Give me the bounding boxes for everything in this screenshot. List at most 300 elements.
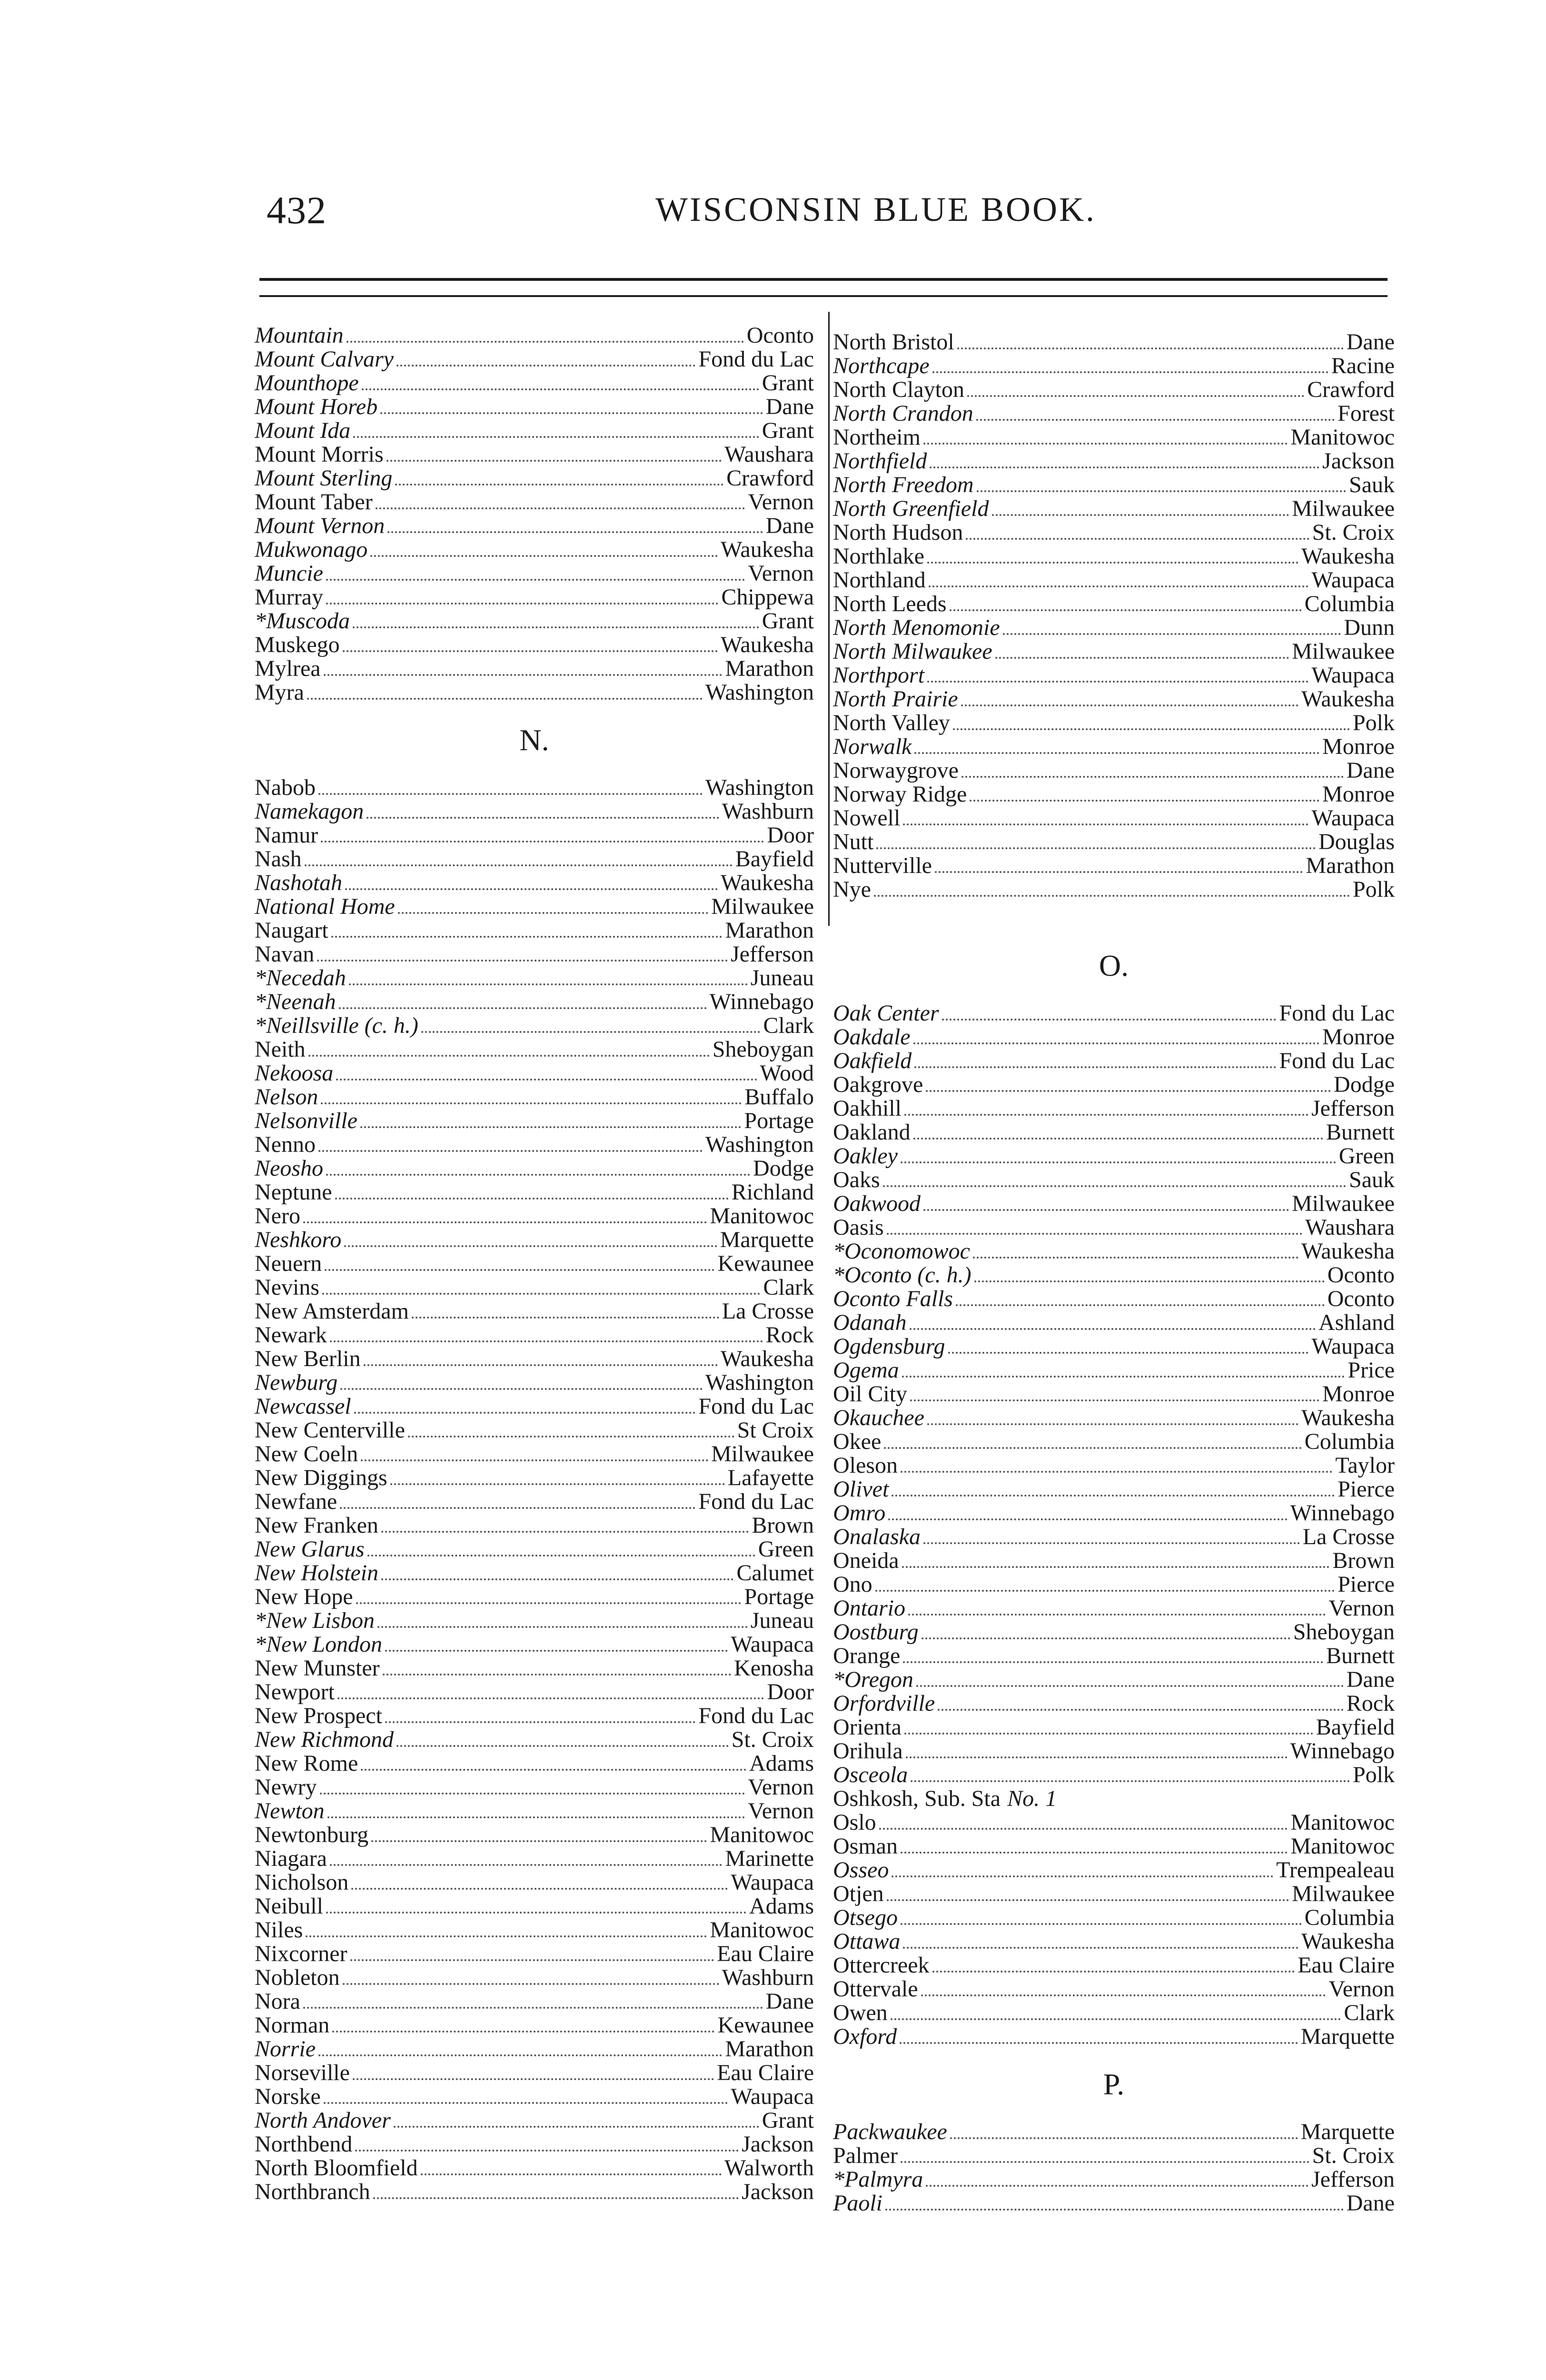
entry-county: Grant <box>762 418 814 443</box>
entry-name: Mukwonago <box>255 537 368 562</box>
gazetteer-entry <box>255 443 814 466</box>
leader-dots <box>875 1590 1335 1592</box>
entry-name: Northland <box>833 567 926 593</box>
gazetteer-entry <box>255 1847 814 1871</box>
gazetteer-entry <box>255 1966 814 1990</box>
entry-name: Newark <box>255 1322 327 1348</box>
entry-name: Ono <box>833 1572 872 1597</box>
entry-county: Manitowoc <box>710 1822 814 1847</box>
gazetteer-entry <box>255 895 814 919</box>
leader-dots <box>901 1161 1336 1163</box>
entry-name: New Glarus <box>255 1537 365 1562</box>
gazetteer-entry <box>255 942 814 966</box>
entry-name: *Necedah <box>255 965 346 991</box>
entry-name: *Oregon <box>833 1667 913 1692</box>
entry-county: Lafayette <box>727 1465 814 1490</box>
entry-county: Sheboygan <box>1293 1619 1395 1645</box>
entry-county: Fond du Lac <box>1279 1001 1395 1026</box>
leader-dots <box>935 871 1303 873</box>
entry-name: North Leeds <box>833 591 947 616</box>
gazetteer-entry <box>833 521 1395 545</box>
gazetteer-entry <box>255 2132 814 2156</box>
entry-county: Bayfield <box>1316 1715 1395 1740</box>
leader-dots <box>923 443 1288 445</box>
entry-county: Milwaukee <box>1292 639 1395 664</box>
leader-dots <box>353 2078 714 2080</box>
entry-name: Nixcorner <box>255 1941 347 1966</box>
leader-dots <box>902 1376 1345 1378</box>
entry-county: St. Croix <box>1312 2143 1395 2168</box>
entry-name: Oakhill <box>833 1096 902 1121</box>
o-entries-list-b <box>833 1811 1395 2049</box>
gazetteer-entry <box>255 395 814 419</box>
entry-county: Waukesha <box>720 632 814 657</box>
entry-name: Mount Vernon <box>255 513 385 538</box>
entry-name: Orienta <box>833 1715 902 1740</box>
entry-county: Washington <box>705 1132 814 1157</box>
gazetteer-entry <box>833 1382 1395 1406</box>
entry-county: Oconto <box>1327 1262 1395 1288</box>
leader-dots <box>385 1721 695 1723</box>
entry-name: Odanah <box>833 1310 907 1335</box>
entry-county: Marathon <box>1306 853 1395 878</box>
gazetteer-entry <box>255 1133 814 1157</box>
entry-name: Myra <box>255 680 304 705</box>
gazetteer-entry <box>255 1871 814 1894</box>
gazetteer-entry <box>833 1573 1395 1597</box>
entry-name: Northbranch <box>255 2179 370 2204</box>
gazetteer-entry <box>255 2156 814 2180</box>
leader-dots <box>930 466 1319 468</box>
leader-dots <box>421 1031 760 1033</box>
gazetteer-entry <box>833 330 1395 354</box>
leader-dots <box>361 1769 746 1771</box>
gazetteer-entry <box>255 1061 814 1085</box>
entry-name: Nobleton <box>255 1965 340 1990</box>
gazetteer-entry <box>255 1514 814 1537</box>
entry-name: Mount Taber <box>255 489 373 515</box>
gazetteer-entry <box>833 1668 1395 1692</box>
gazetteer-entry <box>833 354 1395 378</box>
gazetteer-entry <box>833 687 1395 711</box>
entry-county: Portage <box>744 1584 814 1609</box>
leader-dots <box>345 888 718 890</box>
entry-name: Newport <box>255 1679 335 1705</box>
gazetteer-entry <box>255 1775 814 1799</box>
left-column <box>255 324 814 2204</box>
entry-name: Mount Calvary <box>255 347 394 372</box>
entry-name: Okee <box>833 1429 882 1454</box>
gazetteer-entry <box>255 1537 814 1561</box>
leader-dots <box>950 2137 1298 2139</box>
gazetteer-entry <box>255 1395 814 1418</box>
leader-dots <box>326 603 718 605</box>
running-title: WISCONSIN BLUE BOOK. <box>655 190 1096 228</box>
entry-county: Manitowoc <box>1290 1810 1395 1835</box>
entry-county: Marathon <box>725 2036 814 2062</box>
entry-name: Onalaska <box>833 1524 921 1549</box>
leader-dots <box>332 2031 714 2033</box>
entry-county: Racine <box>1331 353 1395 378</box>
entry-name: Norway Ridge <box>833 782 967 807</box>
gazetteer-entry <box>255 609 814 633</box>
leader-dots <box>995 657 1289 659</box>
entry-county: Marathon <box>725 656 814 681</box>
leader-dots <box>903 823 1308 825</box>
leader-dots <box>901 1471 1332 1473</box>
entry-name: Oakfield <box>833 1048 912 1073</box>
gazetteer-entry <box>255 1704 814 1728</box>
gazetteer-entry <box>255 2085 814 2109</box>
leader-dots <box>383 1674 731 1676</box>
entry-county: Monroe <box>1322 782 1395 807</box>
leader-dots <box>303 1221 707 1223</box>
entry-county: Milwaukee <box>1292 1881 1395 1906</box>
gazetteer-entry <box>833 1858 1395 1882</box>
entry-name: *Oconomowoc <box>833 1239 970 1264</box>
leader-dots <box>973 1257 1298 1259</box>
entry-name: Nash <box>255 846 302 872</box>
entry-county: Manitowoc <box>710 1203 814 1229</box>
entry-name: Orihula <box>833 1738 903 1764</box>
leader-dots <box>354 1412 696 1414</box>
entry-name: Orange <box>833 1643 901 1668</box>
gazetteer-entry <box>255 1276 814 1299</box>
gazetteer-entry <box>833 2168 1395 2192</box>
leader-dots <box>337 1697 764 1699</box>
entry-county: Dodge <box>1334 1072 1395 1097</box>
leader-dots <box>950 609 1302 611</box>
entry-name: North Greenfield <box>833 496 989 521</box>
leader-dots <box>906 1756 1288 1758</box>
entry-name: Nabob <box>255 775 316 800</box>
gazetteer-entry <box>255 1418 814 1442</box>
entry-county: Waukesha <box>720 1346 814 1371</box>
leader-dots <box>887 1899 1289 1901</box>
leader-dots <box>904 1114 1308 1116</box>
entry-county: Marquette <box>720 1227 814 1252</box>
entry-name: New Amsterdam <box>255 1299 409 1324</box>
leader-dots <box>377 1626 748 1628</box>
leader-dots <box>321 841 764 843</box>
entry-name: Oaks <box>833 1167 880 1192</box>
entry-name: New Richmond <box>255 1727 394 1752</box>
gazetteer-entry <box>833 497 1395 521</box>
leader-dots <box>307 698 703 700</box>
gazetteer-entry <box>833 1930 1395 1954</box>
leader-dots <box>903 1661 1323 1663</box>
gazetteer-entry <box>833 473 1395 497</box>
entry-name: *Neenah <box>255 989 336 1014</box>
section-heading-o: O. <box>1099 949 1129 982</box>
gazetteer-entry <box>833 2144 1395 2168</box>
leader-dots <box>349 983 748 985</box>
gazetteer-entry <box>833 1454 1395 1478</box>
entry-name: North Crandon <box>833 401 973 426</box>
gazetteer-entry <box>255 490 814 514</box>
gazetteer-entry <box>255 371 814 395</box>
entry-name: Nero <box>255 1203 300 1229</box>
gazetteer-entry <box>833 1335 1395 1359</box>
entry-county: Waushara <box>1305 1215 1395 1240</box>
entry-name: Navan <box>255 942 315 967</box>
entry-county: Eau Claire <box>717 2060 814 2085</box>
entry-name: Oconto Falls <box>833 1286 953 1311</box>
leader-dots <box>1003 633 1341 635</box>
leader-dots <box>396 1745 729 1747</box>
entry-name: Otsego <box>833 1905 898 1930</box>
leader-dots <box>350 1959 714 1961</box>
leader-dots <box>330 1864 723 1866</box>
leader-dots <box>927 1423 1298 1425</box>
oshkosh-sub-station-entry <box>833 1787 1395 1811</box>
gazetteer-entry <box>833 402 1395 426</box>
entry-county: La Crosse <box>722 1299 814 1324</box>
entry-county: Jackson <box>742 2179 814 2204</box>
gazetteer-entry <box>833 1430 1395 1454</box>
entry-name: Oakley <box>833 1143 898 1169</box>
entry-county: Manitowoc <box>710 1917 814 1943</box>
gazetteer-entry <box>833 1144 1395 1168</box>
gazetteer-entry <box>255 1585 814 1609</box>
gazetteer-entry <box>833 1692 1395 1716</box>
leader-dots <box>343 1983 719 1985</box>
gazetteer-entry <box>255 1609 814 1633</box>
leader-dots <box>892 1875 1273 1877</box>
gazetteer-entry <box>833 664 1395 687</box>
entry-name: Neptune <box>255 1180 332 1205</box>
entry-name: New Centerville <box>255 1418 405 1443</box>
gazetteer-entry <box>255 871 814 895</box>
gazetteer-entry <box>833 1906 1395 1930</box>
leader-dots <box>335 1198 729 1200</box>
entry-name: National Home <box>255 894 395 919</box>
entry-county: Kenosha <box>734 1656 814 1681</box>
leader-dots <box>901 1923 1302 1925</box>
gazetteer-entry <box>255 1561 814 1585</box>
entry-county: Dane <box>765 513 814 538</box>
entry-county: Green <box>758 1537 814 1562</box>
entry-county: Crawford <box>726 466 814 491</box>
header-rule-thick <box>259 278 1387 281</box>
entry-name: Norseville <box>255 2060 350 2085</box>
entry-name: Ottercreek <box>833 1953 930 1978</box>
leader-dots <box>961 704 1298 706</box>
leader-dots <box>305 864 733 866</box>
entry-name: *New Lisbon <box>255 1608 375 1633</box>
entry-name: Naugart <box>255 918 328 943</box>
leader-dots <box>884 1447 1301 1449</box>
entry-name: New Munster <box>255 1656 380 1681</box>
gazetteer-entry <box>833 1216 1395 1240</box>
entry-name: Mount Ida <box>255 418 351 443</box>
gazetteer-entry <box>833 1097 1395 1121</box>
entry-county: Fond du Lac <box>698 347 814 372</box>
entry-name: Mount Morris <box>255 442 384 467</box>
gazetteer-entry <box>833 711 1395 735</box>
gazetteer-entry <box>255 990 814 1014</box>
entry-county: Monroe <box>1322 1024 1395 1050</box>
entry-county: Door <box>767 823 814 848</box>
entry-name: Osceola <box>833 1762 908 1787</box>
gazetteer-entry <box>255 919 814 942</box>
leader-dots <box>308 1055 710 1057</box>
leader-dots <box>398 912 708 914</box>
leader-dots <box>347 341 744 343</box>
entry-name: Nye <box>833 877 871 902</box>
entry-name: Nevins <box>255 1275 319 1300</box>
entry-county: Washington <box>705 1370 814 1395</box>
leader-dots <box>902 1566 1330 1568</box>
gazetteer-entry <box>255 1180 814 1204</box>
entry-county: Taylor <box>1335 1453 1395 1478</box>
entry-name: Oakgrove <box>833 1072 923 1097</box>
entry-county: Walworth <box>724 2155 814 2181</box>
entry-name: North Andover <box>255 2108 391 2133</box>
leader-dots <box>976 419 1335 421</box>
gazetteer-entry <box>833 1025 1395 1049</box>
entry-county: Dane <box>1346 2191 1395 2216</box>
gazetteer-entry <box>833 1525 1395 1549</box>
leader-dots <box>318 793 703 795</box>
entry-name: Oakwood <box>833 1191 921 1216</box>
entry-name: Nelson <box>255 1084 318 1110</box>
entry-name: Norwalk <box>833 734 912 759</box>
entry-county: Buffalo <box>744 1084 814 1110</box>
entry-name: North Bloomfield <box>255 2155 418 2181</box>
leader-dots <box>914 752 1319 754</box>
entry-county: Milwaukee <box>1292 1191 1395 1216</box>
leader-dots <box>900 2042 1298 2044</box>
entry-county: Grant <box>762 608 814 634</box>
gazetteer-entry <box>255 657 814 681</box>
leader-dots <box>908 1614 1326 1616</box>
entry-county: Richland <box>731 1180 814 1205</box>
leader-dots <box>367 1555 755 1557</box>
leader-dots <box>303 2007 763 2009</box>
entry-county: St. Croix <box>1312 520 1395 545</box>
entry-county: Monroe <box>1322 1381 1395 1407</box>
entry-county: Grant <box>762 370 814 396</box>
entry-county: Burnett <box>1326 1120 1395 1145</box>
leader-dots <box>356 1602 742 1604</box>
entry-county: Fond du Lac <box>698 1394 814 1419</box>
gazetteer-entry <box>255 2180 814 2204</box>
leader-dots <box>386 460 722 462</box>
entry-county: Manitowoc <box>1290 425 1395 450</box>
gazetteer-entry <box>255 2109 814 2132</box>
leader-dots <box>883 1185 1346 1187</box>
entry-name: Osman <box>833 1834 898 1859</box>
entry-name: Nelsonville <box>255 1108 357 1133</box>
gazetteer-entry <box>255 776 814 800</box>
leader-dots <box>390 1483 725 1485</box>
leader-dots <box>327 1816 745 1818</box>
entry-county: Juneau <box>750 1608 814 1633</box>
entry-name: Newry <box>255 1775 317 1800</box>
entry-name: Oakdale <box>833 1024 911 1050</box>
leader-dots <box>926 1090 1331 1092</box>
leader-dots <box>344 1245 717 1247</box>
gazetteer-entry <box>833 1716 1395 1739</box>
gazetteer-entry <box>255 1656 814 1680</box>
gazetteer-entry <box>833 830 1395 854</box>
gazetteer-entry <box>833 806 1395 830</box>
entry-name: *Oconto (c. h.) <box>833 1262 971 1288</box>
entry-name: Niles <box>255 1917 303 1943</box>
gazetteer-entry <box>255 1299 814 1323</box>
entry-county: Fond du Lac <box>1279 1048 1395 1073</box>
entry-county: Vernon <box>748 1775 814 1800</box>
leader-dots <box>380 412 763 414</box>
leader-dots <box>903 1947 1298 1949</box>
entry-county: Trempealeau <box>1276 1857 1395 1883</box>
gazetteer-entry <box>833 2192 1395 2215</box>
entry-name: Northfield <box>833 448 927 474</box>
entry-name: Newton <box>255 1798 325 1824</box>
entry-name: North Hudson <box>833 520 963 545</box>
gazetteer-entry <box>833 1073 1395 1097</box>
gazetteer-entry <box>255 1347 814 1371</box>
gazetteer-entry <box>833 1811 1395 1835</box>
o-entries-list-a <box>833 1002 1395 1787</box>
entry-name: *Palmyra <box>833 2167 923 2192</box>
entry-name: New Berlin <box>255 1346 361 1371</box>
entry-county: Columbia <box>1304 1905 1395 1930</box>
m-entries-list <box>255 324 814 704</box>
entry-name: North Valley <box>833 710 950 735</box>
entry-county: La Crosse <box>1302 1524 1395 1549</box>
entry-county: Grant <box>762 2108 814 2133</box>
entry-county: St. Croix <box>731 1727 814 1752</box>
gazetteer-entry <box>255 1680 814 1704</box>
entry-name: North Menomonie <box>833 615 1000 640</box>
entry-county: Jackson <box>742 2132 814 2157</box>
leader-dots <box>326 1912 746 1914</box>
gazetteer-entry <box>833 1739 1395 1763</box>
p-entries-list <box>833 2120 1395 2215</box>
leader-dots <box>913 1042 1319 1044</box>
leader-dots <box>926 2185 1308 2187</box>
leader-dots <box>874 895 1350 897</box>
gazetteer-entry <box>833 378 1395 402</box>
leader-dots <box>355 2150 739 2152</box>
entry-name: Nora <box>255 1989 300 2014</box>
n-entries-list <box>255 776 814 2204</box>
entry-name: Nowell <box>833 805 901 831</box>
gazetteer-entry <box>833 1359 1395 1382</box>
entry-county: Sauk <box>1349 472 1395 497</box>
leader-dots <box>373 2197 739 2199</box>
leader-dots <box>381 1578 733 1580</box>
leader-dots <box>326 1174 750 1176</box>
entry-county: Washington <box>705 680 814 705</box>
gazetteer-entry <box>833 1121 1395 1144</box>
leader-dots <box>911 1780 1350 1782</box>
gazetteer-entry <box>833 1644 1395 1668</box>
leader-dots <box>876 847 1316 849</box>
entry-name: Newfane <box>255 1489 337 1514</box>
leader-dots <box>408 1436 734 1438</box>
gazetteer-entry <box>255 347 814 371</box>
entry-name: New Rome <box>255 1751 358 1776</box>
entry-county: Waukesha <box>1301 544 1395 569</box>
gazetteer-entry <box>255 1728 814 1752</box>
entry-county: Winnebago <box>1290 1500 1395 1526</box>
leader-dots <box>331 936 723 938</box>
gazetteer-entry <box>833 1478 1395 1501</box>
entry-name: North Milwaukee <box>833 639 992 664</box>
